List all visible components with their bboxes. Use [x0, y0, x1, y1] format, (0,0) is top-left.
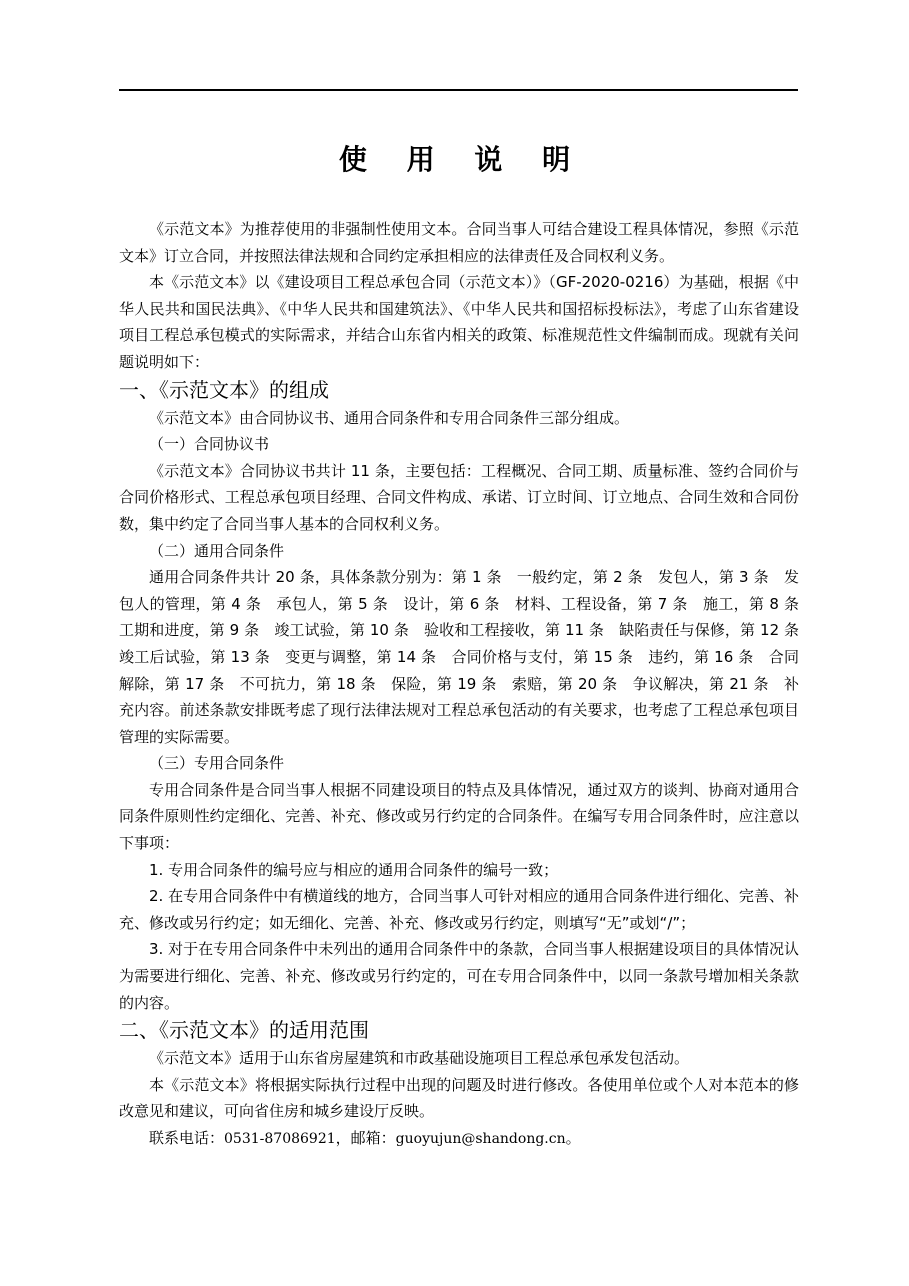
- section-1-heading: 一、《示范文本》的组成: [119, 377, 329, 402]
- note-3: 3. 对于在专用合同条件中未列出的通用合同条件中的条款，合同当事人根据建设项目的具体情况认为需要进行细化、完善、补充、修改或另行约定的，可在专用合同条件中，以同一条款号增加相关条款的内容。: [119, 940, 799, 1012]
- section-1-lead: 《示范文本》由合同协议书、通用合同条件和专用合同条件三部分组成。: [149, 408, 630, 427]
- subsection-3-title: （三）专用合同条件: [149, 754, 285, 773]
- note-2: 2. 在专用合同条件中有横道线的地方，合同当事人可针对相应的通用合同条件进行细化、完善、补充、修改或另行约定；如无细化、完善、补充、修改或另行约定，则填写“无”或划“/”；: [119, 887, 799, 932]
- section-2-heading: 二、《示范文本》的适用范围: [119, 1018, 369, 1043]
- document-body: [119, 216, 815, 1153]
- subsection-2-title: （二）通用合同条件: [149, 541, 285, 560]
- contact-suffix: 。: [565, 1129, 581, 1147]
- page-title: 使 用 说 明: [338, 143, 586, 176]
- note-1: 1. 专用合同条件的编号应与相应的通用合同条件的编号一致；: [149, 860, 559, 879]
- revision-paragraph: 本《示范文本》将根据实际执行过程中出现的问题及时进行修改。各使用单位或个人对本范本的修改意见和建议，可向省住房和城乡建设厅反映。: [119, 1075, 799, 1121]
- contact-email: guoyujun@shandong.cn: [395, 1131, 566, 1147]
- contact-email-label: ，邮箱：: [335, 1129, 396, 1147]
- subsection-1-text: 《示范文本》合同协议书共计 11 条，主要包括：工程概况、合同工期、质量标准、签约合同价与合同价格形式、工程总承包项目经理、合同文件构成、承诺、订立时间、订立地点、合同生效和合同份数，集中约定了合同当事人基本的合同权利义务。: [119, 461, 799, 533]
- header-rule: [119, 89, 798, 91]
- subsection-2-text: 通用合同条件共计 20 条，具体条款分别为：第 1 条 一般约定，第 2 条 发包人，第 3 条 发包人的管理，第 4 条 承包人，第 5 条 设计，第 6 条 材料、工程设备，第 7 条 施工，第 8 条 工期和进度，第 9 条 竣工试验，第 10 条 验收和工程接收，第 11 条 缺陷责任与保修，第 12 条 竣工后试验，第 13 条 变更与调整，第 14 条 合同价格与支付，第 15 条 违约，第 16 条 合同解除，第 17 条 不可抗力，第 18 条 保险，第 19 条 索赔，第 20 条 争议解决，第 21 条 补充内容。前述条款安排既考虑了现行法律法规对工程总承包活动的有关要求，也考虑了工程总承包项目管理的实际需要。: [119, 568, 815, 746]
- subsection-1-title: （一）合同协议书: [149, 435, 270, 454]
- scope-paragraph: 《示范文本》适用于山东省房屋建筑和市政基础设施项目工程总承包承发包活动。: [149, 1049, 690, 1068]
- intro-paragraph-1: 《示范文本》为推荐使用的非强制性使用文本。合同当事人可结合建设工程具体情况，参照《示范文本》订立合同，并按照法律法规和合同约定承担相应的法律责任及合同权利义务。: [119, 220, 799, 265]
- subsection-3-text: 专用合同条件是合同当事人根据不同建设项目的特点及具体情况，通过双方的谈判、协商对通用合同条件原则性约定细化、完善、补充、修改或另行约定的合同条件。在编写专用合同条件时，应注意以下事项：: [119, 780, 799, 853]
- contact-line: [119, 1125, 799, 1153]
- contact-phone-label: 联系电话：: [149, 1129, 225, 1147]
- intro-paragraph-2: 本《示范文本》以《建设项目工程总承包合同（示范文本）》（GF-2020-0216）为基础，根据《中华人民共和国民法典》、《中华人民共和国建筑法》、《中华人民共和国招标投标法》，考虑了山东省建设项目工程总承包模式的实际需求，并结合山东省内相关的政策、标准规范性文件编制而成。现就有关问题说明如下：: [119, 273, 799, 371]
- contact-phone: 0531-87086921: [224, 1131, 336, 1147]
